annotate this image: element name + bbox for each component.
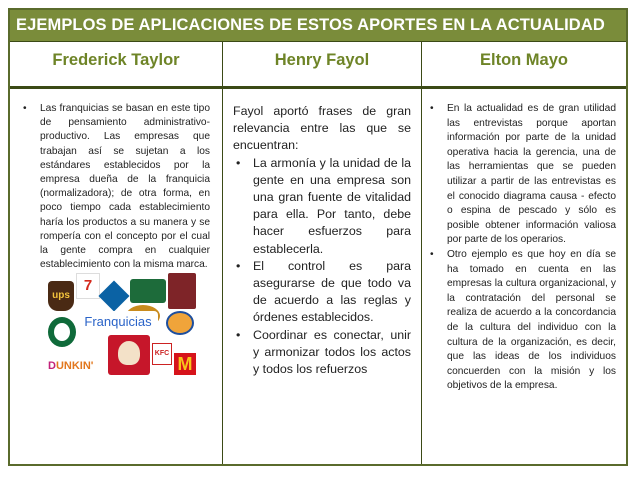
header-henry-fayol: Henry Fayol <box>223 42 422 86</box>
franquicias-label: Franquicias <box>78 311 158 332</box>
bullet-marker: • <box>236 327 241 342</box>
franchise-logos-image <box>48 273 196 377</box>
colonel-face-decor <box>118 341 140 365</box>
seven-eleven-logo: 7 <box>76 273 100 299</box>
taylor-bullet-text: Las franquicias se basan en este tipo de pensamiento administrativo-productivo. Las empresas que trabajan así se sujetan a los estándares establecidos por la empresa dueña de la franquicia (normalizadora); de otra forma, en poco tiempo cada establecimiento haría los productos a su manera y se rompería con el concepto por el cual la gente compra en cualquier establecimiento con la misma marca. <box>40 103 210 271</box>
fayol-intro: Fayol aportó frases de gran relevancia entre las que se encuentran: <box>233 104 411 153</box>
fayol-bullet-text: La armonía y la unidad de la gente en una empresa son una gran fuente de vitalidad para ella. Por tanto, debe hacer esfuerzos para establecerla. <box>253 155 411 256</box>
bullet-marker: • <box>236 155 241 170</box>
kfc-badge: KFC <box>152 343 172 365</box>
dominos-logo <box>98 280 129 311</box>
fayol-column <box>223 89 422 464</box>
dunkin-logo: DUNKIN' <box>48 357 106 375</box>
fayol-bullet <box>233 327 411 379</box>
starbucks-logo-inner <box>54 323 70 341</box>
mayo-bullet <box>427 102 616 248</box>
restaurant-logo <box>168 273 196 309</box>
ups-logo: ups <box>48 281 74 311</box>
mayo-column <box>422 89 626 464</box>
fayol-bullet <box>233 155 411 258</box>
bullet-marker: • <box>23 103 27 114</box>
bullet-marker: • <box>236 258 241 273</box>
fayol-bullet-text: El control es para asegurarse de que todo va de acuerdo a las reglas y órdenes establecidos. <box>253 258 411 325</box>
fayol-bullet <box>233 258 411 327</box>
taylor-bullet <box>20 102 210 272</box>
bullet-marker: • <box>430 103 434 114</box>
comparison-table <box>8 8 628 466</box>
subway-word-decor <box>132 283 164 293</box>
mayo-bullet <box>427 248 616 394</box>
page-title: EJEMPLOS DE APLICACIONES DE ESTOS APORTES EN LA ACTUALIDAD <box>10 10 626 41</box>
table-header-row <box>10 41 626 89</box>
mayo-bullet-text: Otro ejemplo es que hoy en día se ha tomado en cuenta en las empresas la cultura organizacional, y la contratación del personal se realiza de acuerdo a la concordancia de la cultura del individuo con la cultura de la organización, es decir, que las ideas de los individuos concuerden con la misión y los objetivos de la empresa. <box>447 248 616 392</box>
bullet-marker: • <box>430 248 434 260</box>
burger-king-logo <box>166 311 194 335</box>
mayo-bullet-text: En la actualidad es de gran utilidad las entrevistas porque aportan información por parte de la unidad operativa hacia la gerencia, una de las herramientas que se pueden utilizar a partir de las entrevistas es el conocido diagrama causa - efecto o espina de pescado y sólo es posible obtener información valiosa por parte de los operarios. <box>447 103 616 246</box>
header-frederick-taylor: Frederick Taylor <box>10 42 223 86</box>
header-elton-mayo: Elton Mayo <box>479 51 568 69</box>
mcdonalds-logo: M <box>174 353 196 375</box>
fayol-bullet-text: Coordinar es conectar, unir y armonizar todos los actos y todos los refuerzos <box>253 327 411 377</box>
